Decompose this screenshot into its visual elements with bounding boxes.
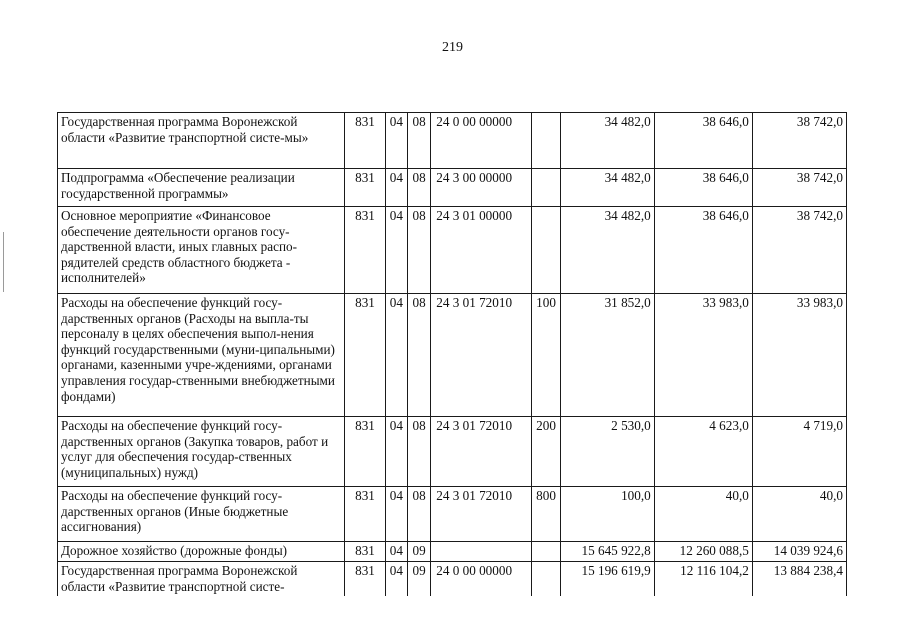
year3-amount-cell: 33 983,0 — [752, 294, 846, 417]
subsection-cell: 08 — [407, 294, 430, 417]
section-cell: 04 — [385, 562, 407, 596]
grbs-cell: 831 — [345, 207, 385, 294]
expense-type-cell — [532, 207, 560, 294]
subsection-cell: 08 — [407, 487, 430, 542]
scan-margin-line — [3, 232, 4, 292]
row-name: Расходы на обеспечение функций госу-дарственных органов (Иные бюджетные ассигнования) — [58, 487, 345, 542]
year2-amount-cell: 38 646,0 — [654, 169, 752, 207]
table-row — [58, 207, 847, 294]
grbs-cell: 831 — [345, 417, 385, 487]
year2-amount-cell: 12 260 088,5 — [654, 542, 752, 562]
grbs-cell: 831 — [345, 542, 385, 562]
section-cell: 04 — [385, 542, 407, 562]
row-name: Государственная программа Воронежской области «Развитие транспортной систе-мы» — [58, 113, 345, 169]
expense-type-cell — [532, 113, 560, 169]
subsection-cell: 09 — [407, 542, 430, 562]
year1-amount-cell: 100,0 — [560, 487, 654, 542]
row-name: Основное мероприятие «Финансовое обеспечение деятельности органов госу-дарственной власти, иных главных распо-рядителей средств областного бюджета - исполнителей» — [58, 207, 345, 294]
target-article-cell: 24 0 00 00000 — [431, 562, 532, 596]
subsection-cell: 08 — [407, 207, 430, 294]
row-name: Расходы на обеспечение функций госу-дарственных органов (Расходы на выпла-ты персоналу в целях обеспечения выпол-нения функций государственными (муни-ципальными) органами, казенными учре-ждениями, органами управления государ-ственными внебюджетными фондами) — [58, 294, 345, 417]
section-cell: 04 — [385, 169, 407, 207]
year1-amount-cell: 15 196 619,9 — [560, 562, 654, 596]
grbs-cell: 831 — [345, 294, 385, 417]
year3-amount-cell: 13 884 238,4 — [752, 562, 846, 596]
page-number: 219 — [442, 40, 463, 55]
expense-type-cell: 100 — [532, 294, 560, 417]
year1-amount-cell: 15 645 922,8 — [560, 542, 654, 562]
year2-amount-cell: 4 623,0 — [654, 417, 752, 487]
table-row — [58, 113, 847, 169]
year2-amount-cell: 40,0 — [654, 487, 752, 542]
table-row — [58, 417, 847, 487]
expense-type-cell: 200 — [532, 417, 560, 487]
grbs-cell: 831 — [345, 113, 385, 169]
year3-amount-cell: 38 742,0 — [752, 169, 846, 207]
target-article-cell — [431, 542, 532, 562]
year2-amount-cell: 33 983,0 — [654, 294, 752, 417]
section-cell: 04 — [385, 294, 407, 417]
table-row — [58, 169, 847, 207]
target-article-cell: 24 3 01 72010 — [431, 417, 532, 487]
year3-amount-cell: 38 742,0 — [752, 113, 846, 169]
section-cell: 04 — [385, 487, 407, 542]
target-article-cell: 24 3 01 72010 — [431, 487, 532, 542]
expense-type-cell — [532, 169, 560, 207]
year3-amount-cell: 38 742,0 — [752, 207, 846, 294]
subsection-cell: 09 — [407, 562, 430, 596]
target-article-cell: 24 3 01 00000 — [431, 207, 532, 294]
expense-type-cell — [532, 562, 560, 596]
target-article-cell: 24 3 00 00000 — [431, 169, 532, 207]
subsection-cell: 08 — [407, 113, 430, 169]
subsection-cell: 08 — [407, 169, 430, 207]
section-cell: 04 — [385, 417, 407, 487]
year2-amount-cell: 38 646,0 — [654, 113, 752, 169]
row-name: Подпрограмма «Обеспечение реализации государственной программы» — [58, 169, 345, 207]
row-name: Государственная программа Воронежской области «Развитие транспортной систе- — [58, 562, 345, 596]
row-name: Дорожное хозяйство (дорожные фонды) — [58, 542, 345, 562]
year1-amount-cell: 2 530,0 — [560, 417, 654, 487]
target-article-cell: 24 3 01 72010 — [431, 294, 532, 417]
year3-amount-cell: 40,0 — [752, 487, 846, 542]
section-cell: 04 — [385, 113, 407, 169]
row-name: Расходы на обеспечение функций госу-дарственных органов (Закупка товаров, работ и услуг для обеспечения государ-ственных (муниципальных) нужд) — [58, 417, 345, 487]
year2-amount-cell: 12 116 104,2 — [654, 562, 752, 596]
table-row — [58, 562, 847, 596]
year1-amount-cell: 34 482,0 — [560, 207, 654, 294]
year2-amount-cell: 38 646,0 — [654, 207, 752, 294]
grbs-cell: 831 — [345, 487, 385, 542]
year1-amount-cell: 34 482,0 — [560, 169, 654, 207]
table-row — [58, 294, 847, 417]
section-cell: 04 — [385, 207, 407, 294]
expense-type-cell: 800 — [532, 487, 560, 542]
budget-table — [57, 112, 847, 596]
year3-amount-cell: 4 719,0 — [752, 417, 846, 487]
subsection-cell: 08 — [407, 417, 430, 487]
grbs-cell: 831 — [345, 169, 385, 207]
year1-amount-cell: 31 852,0 — [560, 294, 654, 417]
table-row — [58, 542, 847, 562]
table-row — [58, 487, 847, 542]
year1-amount-cell: 34 482,0 — [560, 113, 654, 169]
expense-type-cell — [532, 542, 560, 562]
grbs-cell: 831 — [345, 562, 385, 596]
year3-amount-cell: 14 039 924,6 — [752, 542, 846, 562]
target-article-cell: 24 0 00 00000 — [431, 113, 532, 169]
